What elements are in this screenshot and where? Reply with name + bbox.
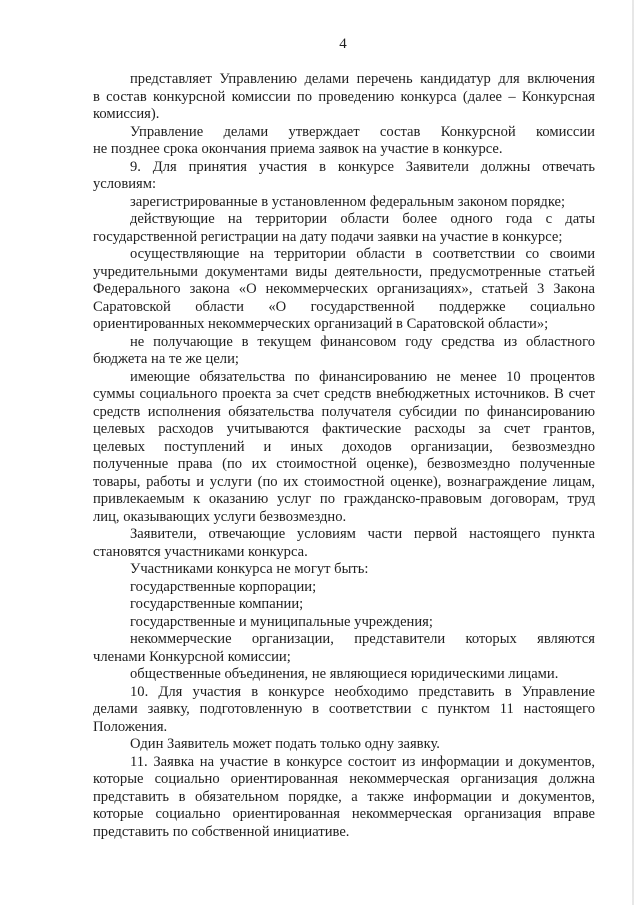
text-line: действующие на территории области более одного года с даты — [130, 211, 595, 227]
paragraph — [93, 526, 595, 561]
text-line: привлекаемым к оказанию услуг по гражданско-правовым договорам, труд — [93, 491, 595, 507]
paragraph — [93, 71, 595, 124]
text-line: товары, работы и услуги (по их стоимостной оценке), вознаграждение лицам, — [93, 473, 595, 490]
text-line: которые социально ориентированная некоммерческая организация должна — [93, 771, 595, 787]
text-line: Заявители, отвечающие условиям части первой настоящего пункта — [130, 526, 595, 542]
text-line: Положения. — [93, 718, 168, 735]
text-line: лиц, оказывающих услуги безвозмездно. — [93, 508, 347, 525]
paragraph — [93, 736, 595, 754]
text-line: государственные корпорации; — [130, 578, 317, 595]
text-line: государственные компании; — [130, 596, 304, 612]
paragraph — [93, 754, 595, 842]
paragraph — [93, 596, 595, 614]
text-line: Федерального закона «О некоммерческих организациях», статьей 3 Закона — [93, 281, 595, 297]
text-line: комиссия). — [93, 106, 160, 122]
text-line: не позднее срока окончания приема заявок на участие в конкурсе. — [93, 141, 503, 157]
text-line: условиям: — [93, 176, 157, 192]
paragraph — [93, 561, 595, 579]
document-body — [93, 71, 595, 841]
text-line: средств исполнения обязательства получателя субсидии по финансированию — [93, 403, 595, 420]
paragraph — [93, 369, 595, 527]
paragraph — [93, 579, 595, 597]
text-line: общественные объединения, не являющиеся юридическими лицами. — [130, 666, 559, 682]
text-line: полученные права (по их стоимостной оценке), безвозмездно полученные — [93, 456, 595, 472]
text-line: представить по собственной инициативе. — [93, 823, 350, 840]
paragraph — [93, 631, 595, 666]
text-line: государственной регистрации на дату подачи заявки на участие в конкурсе; — [93, 228, 563, 245]
text-line: Участниками конкурса не могут быть: — [130, 561, 369, 577]
page-number: 4 — [339, 36, 347, 52]
text-line: государственные и муниципальные учреждения; — [130, 613, 433, 630]
text-line: становятся участниками конкурса. — [93, 543, 308, 560]
text-line: делами заявку, подготовленную в соответствии с пунктом 11 настоящего — [93, 701, 595, 717]
paragraph — [93, 159, 595, 194]
text-line: членами Конкурсной комиссии; — [93, 648, 291, 665]
text-line: Управление делами утверждает состав Конкурсной комиссии — [130, 123, 595, 140]
text-line: Саратовской области «О государственной поддержке социально — [93, 298, 595, 315]
text-line: представляет Управлению делами перечень кандидатур для включения — [130, 71, 595, 87]
scan-edge-shadow — [632, 0, 634, 905]
text-line: 9. Для принятия участия в конкурсе Заявители должны отвечать — [130, 158, 595, 175]
text-line: не получающие в текущем финансовом году средства из областного — [130, 333, 595, 350]
text-line: Один Заявитель может подать только одну заявку. — [130, 736, 440, 752]
paragraph — [93, 684, 595, 737]
text-line: целевых расходов учитываются фактические расходы за счет грантов, — [93, 421, 595, 437]
text-line: суммы социального проекта за счет средств внебюджетных источников. В счет — [93, 386, 595, 402]
paragraph — [93, 666, 595, 684]
text-line: некоммерческие организации, представители которых являются — [130, 631, 595, 647]
text-line: 11. Заявка на участие в конкурсе состоит из информации и документов, — [130, 753, 595, 770]
text-line: 10. Для участия в конкурсе необходимо представить в Управление — [130, 683, 595, 700]
text-line: ориентированных некоммерческих организаций в Саратовской области»; — [93, 316, 549, 332]
text-line: учредительными документами виды деятельности, предусмотренные статьей — [93, 263, 595, 280]
paragraph — [93, 211, 595, 246]
text-line: представить в обязательном порядке, а также информации и документов, — [93, 788, 595, 805]
text-line: имеющие обязательства по финансированию не менее 10 процентов — [130, 368, 595, 385]
paragraph — [93, 194, 595, 212]
text-line: осуществляющие на территории области в соответствии со своими — [130, 246, 595, 262]
paragraph — [93, 124, 595, 159]
text-line: которые социально ориентированная некоммерческая организация вправе — [93, 806, 595, 822]
paragraph — [93, 614, 595, 632]
paragraph — [93, 246, 595, 334]
text-line: в состав конкурсной комиссии по проведению конкурса (далее – Конкурсная — [93, 88, 595, 105]
paragraph — [93, 334, 595, 369]
text-line: целевых поступлений и иных доходов организации, безвозмездно — [93, 438, 595, 455]
text-line: бюджета на те же цели; — [93, 351, 239, 367]
text-line: зарегистрированные в установленном федеральным законом порядке; — [130, 193, 566, 210]
